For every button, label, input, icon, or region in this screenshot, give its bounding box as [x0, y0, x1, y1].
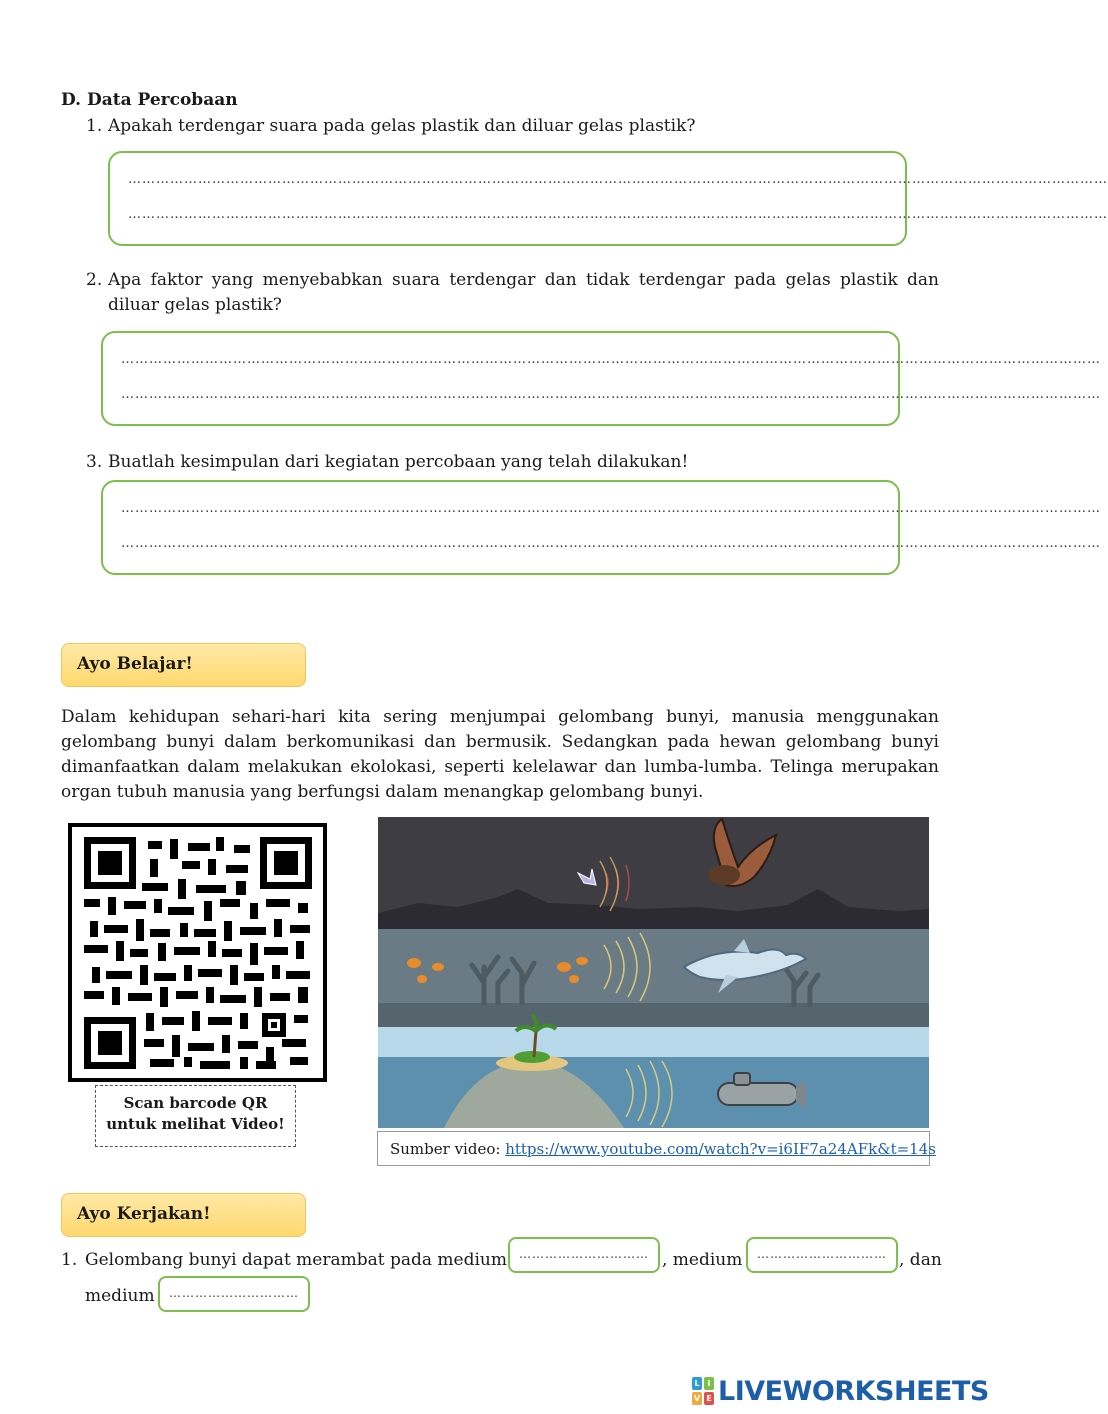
question-number: 2.: [86, 270, 103, 290]
qr-caption-line: Scan barcode QR: [123, 1094, 268, 1112]
section-title: D. Data Percobaan: [61, 90, 238, 110]
logo-text: LIVEWORKSHEETS: [718, 1375, 989, 1407]
ayo-kerjakan-banner: Ayo Kerjakan!: [61, 1193, 306, 1237]
exercise-number: 1.: [61, 1250, 78, 1270]
echolocation-illustration: [378, 817, 929, 1128]
learning-paragraph: Dalam kehidupan sehari-hari kita sering menjumpai gelombang bunyi, manusia menggunakan gelombang bunyi dalam berkomunikasi dan bermusik. Sedangkan pada hewan gelombang bunyi dimanfaatkan dalam melakukan ekolokasi, seperti kelelawar dan lumba-lumba. Telinga merupakan organ tubuh manusia yang berfungsi dalam menangkap gelombang bunyi.: [61, 707, 939, 802]
question-3: [86, 450, 939, 475]
logo-letter: E: [704, 1392, 714, 1405]
qr-caption-line: untuk melihat Video!: [106, 1115, 285, 1133]
logo-mark-icon: [692, 1377, 714, 1405]
answer-box-3[interactable]: [101, 480, 1101, 575]
answer-box-1[interactable]: [108, 151, 1108, 246]
answer-box-2[interactable]: [101, 331, 1101, 426]
qr-code-icon: [84, 837, 312, 1069]
question-text: Apa faktor yang menyebabkan suara terdengar dan tidak terdengar pada gelas plastik dan diluar gelas plastik?: [108, 270, 939, 315]
question-number: 1.: [86, 116, 103, 136]
liveworksheets-logo: [692, 1376, 989, 1406]
answer-line[interactable]: …………………………………………………………………………………………………………………………………………………………………………………………: [121, 501, 1101, 516]
answer-blank-1[interactable]: …………………………: [508, 1237, 660, 1273]
question-text: Apakah terdengar suara pada gelas plastik dan diluar gelas plastik?: [108, 116, 696, 136]
question-text: Buatlah kesimpulan dari kegiatan percobaan yang telah dilakukan!: [108, 452, 689, 472]
answer-line[interactable]: …………………………………………………………………………………………………………………………………………………………………………………………: [128, 172, 1108, 187]
ayo-belajar-banner: Ayo Belajar!: [61, 643, 306, 687]
answer-blank-3[interactable]: …………………………: [158, 1276, 310, 1312]
qr-caption: [95, 1085, 296, 1147]
video-source: [377, 1131, 936, 1166]
source-link[interactable]: https://www.youtube.com/watch?v=i6IF7a24AFk&t=14s: [505, 1140, 936, 1158]
logo-letter: V: [693, 1394, 701, 1403]
exercise-text-2: , medium: [662, 1250, 743, 1270]
source-label: Sumber video:: [390, 1140, 506, 1158]
question-number: 3.: [86, 452, 103, 472]
question-2: [86, 268, 939, 318]
answer-blank-2[interactable]: …………………………: [746, 1237, 898, 1273]
echolocation-image: [378, 817, 929, 1128]
answer-line[interactable]: …………………………………………………………………………………………………………………………………………………………………………………………: [121, 352, 1101, 367]
question-1: [86, 114, 939, 139]
qr-code[interactable]: [68, 823, 327, 1082]
exercise-text-4: medium: [85, 1286, 155, 1306]
logo-letter: I: [704, 1377, 714, 1390]
exercise-text-1: Gelombang bunyi dapat merambat pada medium: [85, 1250, 508, 1270]
logo-letter: L: [692, 1377, 702, 1390]
answer-line[interactable]: …………………………………………………………………………………………………………………………………………………………………………………………: [128, 207, 1108, 222]
exercise-text-3: , dan: [899, 1250, 942, 1270]
answer-line[interactable]: …………………………………………………………………………………………………………………………………………………………………………………………: [121, 536, 1101, 551]
answer-line[interactable]: …………………………………………………………………………………………………………………………………………………………………………………………: [121, 387, 1101, 402]
